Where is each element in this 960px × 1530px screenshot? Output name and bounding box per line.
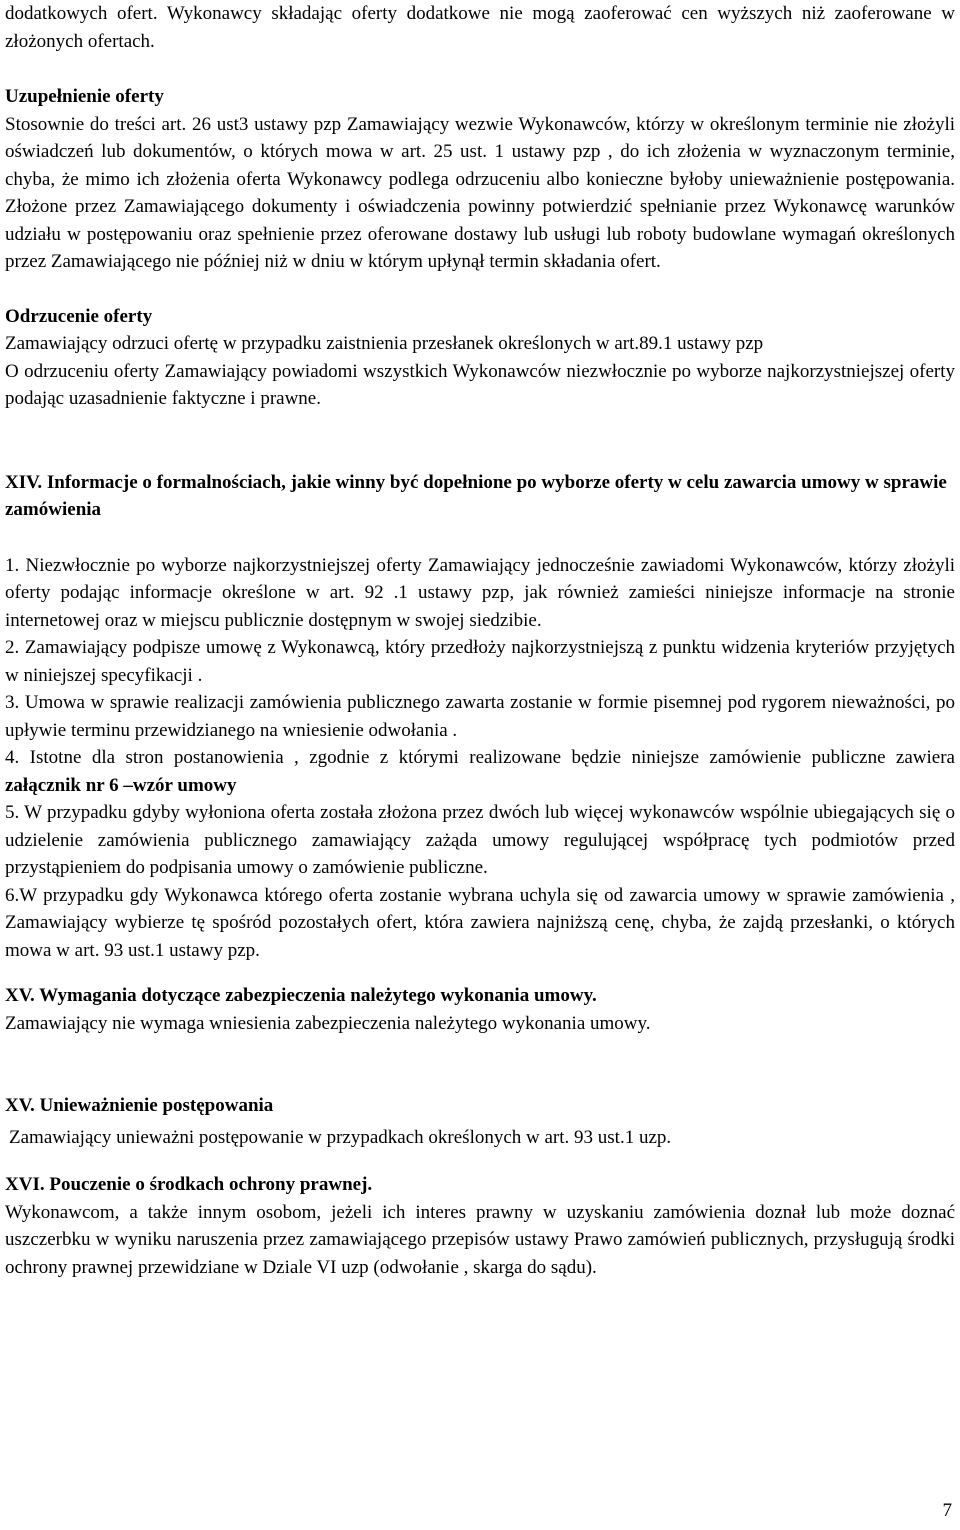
section-xv-security-paragraph: Zamawiający nie wymaga wniesienia zabezpieczenia należytego wykonania umowy. xyxy=(5,1012,651,1034)
supplement-heading: Uzupełnienie oferty xyxy=(5,86,164,107)
document-page xyxy=(5,0,955,1281)
section-xv-annulment-heading: XV. Unieważnienie postępowania xyxy=(5,1095,274,1116)
section-xiv-item-3: 3. Umowa w sprawie realizacji zamówienia publicznego zawarta zostanie w formie pisemnej pod rygorem nieważności, po upływie terminu przewidzianego na wniesienie odwołania . xyxy=(5,692,955,741)
section-xv-security-heading: XV. Wymagania dotyczące zabezpieczenia należytego wykonania umowy. xyxy=(5,985,597,1006)
supplement-paragraph: Stosownie do treści art. 26 ust3 ustawy pzp Zamawiający wezwie Wykonawców, którzy w określonym terminie nie złożyli oświadczeń lub dokumentów, o których mowa w art. 25 ust. 1 ustawy pzp , do ich złożenia w wyznaczonym terminie, chyba, że mimo ich złożenia oferta Wykonawcy podlega odrzuceniu albo konieczne byłoby unieważnienie postępowania. Złożone przez Zamawiającego dokumenty i oświadczenia powinny potwierdzić spełnianie przez Wykonawcę warunków udziału w postępowaniu oraz spełnienie przez oferowane dostawy lub usługi lub roboty budowlane wymagań określonych przez Zamawiającego nie później niż w dniu w którym upłynął termin składania ofert. xyxy=(5,113,955,272)
rejection-paragraph-1: Zamawiający odrzuci ofertę w przypadku zaistnienia przesłanek określonych w art.89.1 ustawy pzp xyxy=(5,333,764,354)
rejection-heading: Odrzucenie oferty xyxy=(5,305,153,327)
section-xiv-item-4-text: 4. Istotne dla stron postanowienia , zgodnie z którymi realizowane będzie niniejsze zamówienie publiczne zawiera xyxy=(5,747,955,768)
section-xiv-item-2: 2. Zamawiający podpisze umowę z Wykonawcą, który przedłoży najkorzystniejszą z punktu widzenia kryteriów przyjętych w niniejszej specyfikacji . xyxy=(5,637,955,686)
section-xiv-item-4 xyxy=(5,744,955,799)
section-xiv-item-4-attachment: załącznik nr 6 –wzór umowy xyxy=(5,774,237,796)
section-xiv-heading: XIV. Informacje o formalnościach, jakie winny być dopełnione po wyborze oferty w celu zawarcia umowy w sprawie zamówienia xyxy=(5,471,947,520)
rejection-paragraph-2: O odrzuceniu oferty Zamawiający powiadomi wszystkich Wykonawców niezwłocznie po wyborze najkorzystniejszej oferty podając uzasadnienie faktyczne i prawne. xyxy=(5,360,955,409)
section-xiv-item-6: 6.W przypadku gdy Wykonawca którego oferta zostanie wybrana uchyla się od zawarcia umowy w sprawie zamówienia , Zamawiający wybierze tę spośród pozostałych ofert, która zawiera najniższą cenę, chyba, że zajdą przesłanki, o których mowa w art. 93 ust.1 ustawy pzp. xyxy=(5,884,955,961)
page-number: 7 xyxy=(942,1500,952,1521)
section-xiv-item-1: 1. Niezwłocznie po wyborze najkorzystniejszej oferty Zamawiający jednocześnie zawiadomi Wykonawców, którzy złożyli oferty podając informacje określone w art. 92 .1 ustawy pzp, jak również zamieści niniejsze informacje na stronie internetowej oraz w miejscu publicznie dostępnym w swojej siedzibie. xyxy=(5,554,955,631)
section-xv-annulment-paragraph: Zamawiający unieważni postępowanie w przypadkach określonych w art. 93 ust.1 uzp. xyxy=(9,1126,672,1148)
section-xiv-item-5: 5. W przypadku gdyby wyłoniona oferta została złożona przez dwóch lub więcej wykonawców wspólnie ubiegających się o udzielenie zamówienia publicznego zamawiający zażąda umowy regulującej współpracę tych podmiotów przed przystąpieniem do podpisania umowy o zamówienie publiczne. xyxy=(5,802,955,878)
section-xvi-paragraph: Wykonawcom, a także innym osobom, jeżeli ich interes prawny w uzyskaniu zamówienia doznał lub może doznać uszczerbku w wyniku naruszenia przez zamawiającego przepisów ustawy Prawo zamówień publicznych, przysługują środki ochrony prawnej przewidziane w Dziale VI uzp (odwołanie , skarga do sądu). xyxy=(5,1201,955,1278)
section-xvi-heading: XVI. Pouczenie o środkach ochrony prawnej. xyxy=(5,1174,373,1195)
intro-paragraph: dodatkowych ofert. Wykonawcy składając oferty dodatkowe nie mogą zaoferować cen wyższych niż zaoferowane w złożonych ofertach. xyxy=(5,3,955,52)
